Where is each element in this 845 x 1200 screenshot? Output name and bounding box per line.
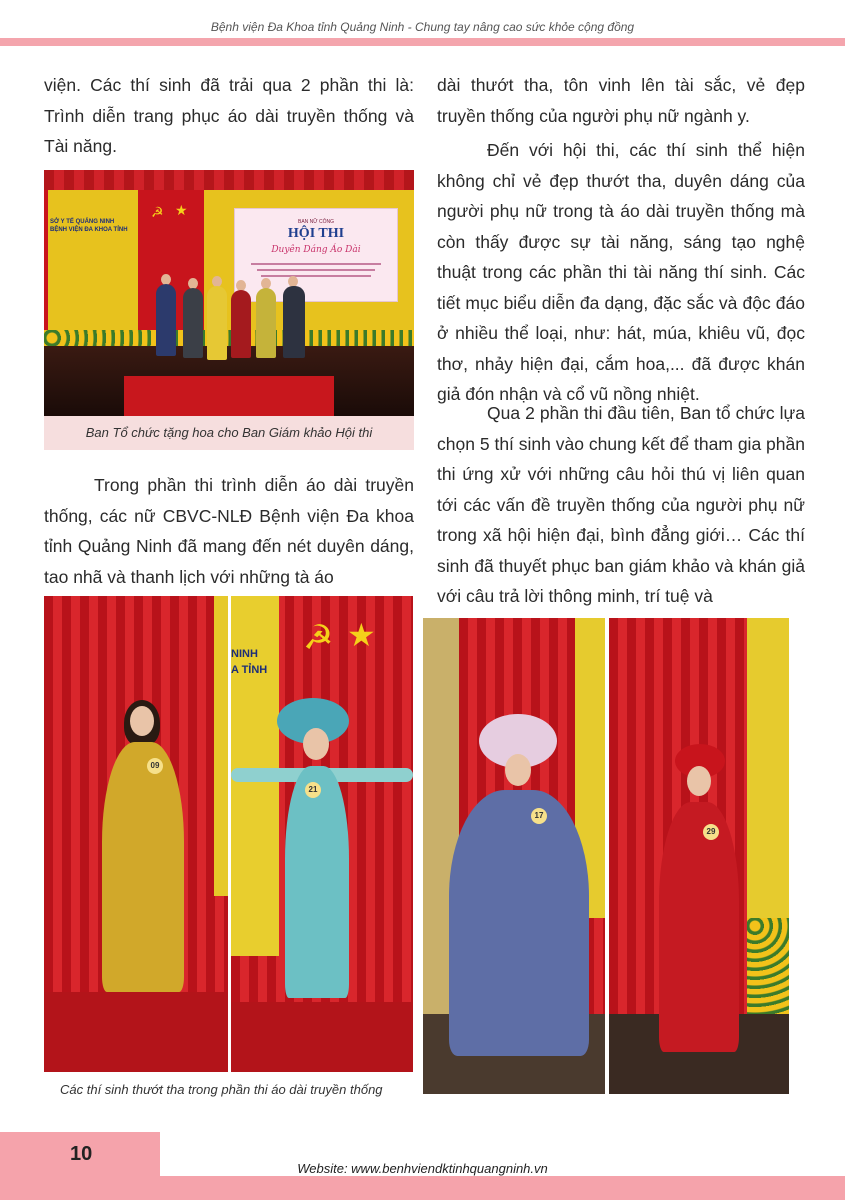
photo-ceremony-caption: Ban Tổ chức tặng hoa cho Ban Giám khảo Hội thi xyxy=(44,416,414,450)
gown-blue xyxy=(285,766,349,998)
paragraph-right-2: Đến với hội thi, các thí sinh thể hiện không chỉ vẻ đẹp thướt tha, duyên dáng của người phụ nữ trong tà áo dài truyền thống mà còn thấy được sự tài năng, sáng tạo nghệ thuật trong các phần thi tài năng thí sinh. Các tiết mục biểu diễn đa dạng, đặc sắc và độc đáo ở nhiều thể loại, như: hát, múa, khiêu vũ, đọc thơ, nhảy hiện đại, cắm hoa,... đã được khán giả đón nhận và cổ vũ nồng nhiệt. xyxy=(437,140,805,404)
header-text: Bệnh viện Đa Khoa tỉnh Quảng Ninh - Chung tay nâng cao sức khỏe cộng đồng xyxy=(210,20,635,34)
photo-ceremony xyxy=(44,170,414,416)
event-banner: BAN NỮ CÔNG HỘI THI Duyên Dáng Áo Dài xyxy=(234,208,398,302)
bib-29: 29 xyxy=(703,824,719,840)
photo-contestant-21 xyxy=(231,596,413,1072)
bib-21: 21 xyxy=(305,782,321,798)
paragraph-left-top: viện. Các thí sinh đã trải qua 2 phần thi là: Trình diễn trang phục áo dài truyền thống và Tài năng. xyxy=(44,75,414,156)
person-5 xyxy=(256,288,276,358)
gown-floral xyxy=(449,790,589,1056)
person-3 xyxy=(207,286,227,360)
hammer-sickle-icon: ☭ xyxy=(151,204,164,220)
star-icon: ★ xyxy=(175,202,188,218)
bib-09: 09 xyxy=(147,758,163,774)
star-icon: ★ xyxy=(347,617,376,653)
footer-website: Website: www.benhviendktinhquangninh.vn xyxy=(297,1161,548,1176)
paragraph-right-1: dài thướt tha, tôn vinh lên tài sắc, vẻ đẹp truyền thống của người phụ nữ ngành y. xyxy=(437,75,805,126)
bib-17: 17 xyxy=(531,808,547,824)
header-accent-bar xyxy=(0,38,845,46)
gown-yellow xyxy=(102,742,184,992)
person-1 xyxy=(156,284,176,356)
person-6 xyxy=(283,286,305,358)
person-2 xyxy=(183,288,203,358)
hammer-sickle-icon: ☭ xyxy=(303,619,334,657)
photo-contestant-17 xyxy=(423,618,605,1094)
person-4 xyxy=(231,290,251,358)
paragraph-left-middle: Trong phần thi trình diễn áo dài truyền thống, các nữ CBVC-NLĐ Bệnh viện Đa khoa tỉnh Quảng Ninh đã mang đến nét duyên dáng, tao nhã và thanh lịch với những tà áo xyxy=(44,475,414,587)
page-number: 10 xyxy=(70,1143,93,1165)
paragraph-right-3: Qua 2 phần thi đầu tiên, Ban tổ chức lựa chọn 5 thí sinh vào chung kết để tham gia phần thi ứng xử với những câu hỏi thú vị liên quan tới các vấn đề truyền thống của người phụ nữ trong xã hội hiện đại, bình đẳng giới… Các thí sinh đã thuyết phục ban giám khảo và khán giả với câu trả lời thông minh, trí tuệ và xyxy=(437,403,805,606)
stage-sign: SỞ Y TẾ QUẢNG NINH BỆNH VIỆN ĐA KHOA TỈNH xyxy=(50,219,128,233)
photo-runway-caption: Các thí sinh thướt tha trong phần thi áo dài truyền thống xyxy=(60,1082,383,1097)
photo-contestant-29 xyxy=(609,618,789,1094)
page-header xyxy=(0,0,845,38)
photo-contestant-09 xyxy=(44,596,228,1072)
stage-sign-partial: NINH A TỈNH xyxy=(231,648,268,676)
gown-red xyxy=(659,802,739,1052)
